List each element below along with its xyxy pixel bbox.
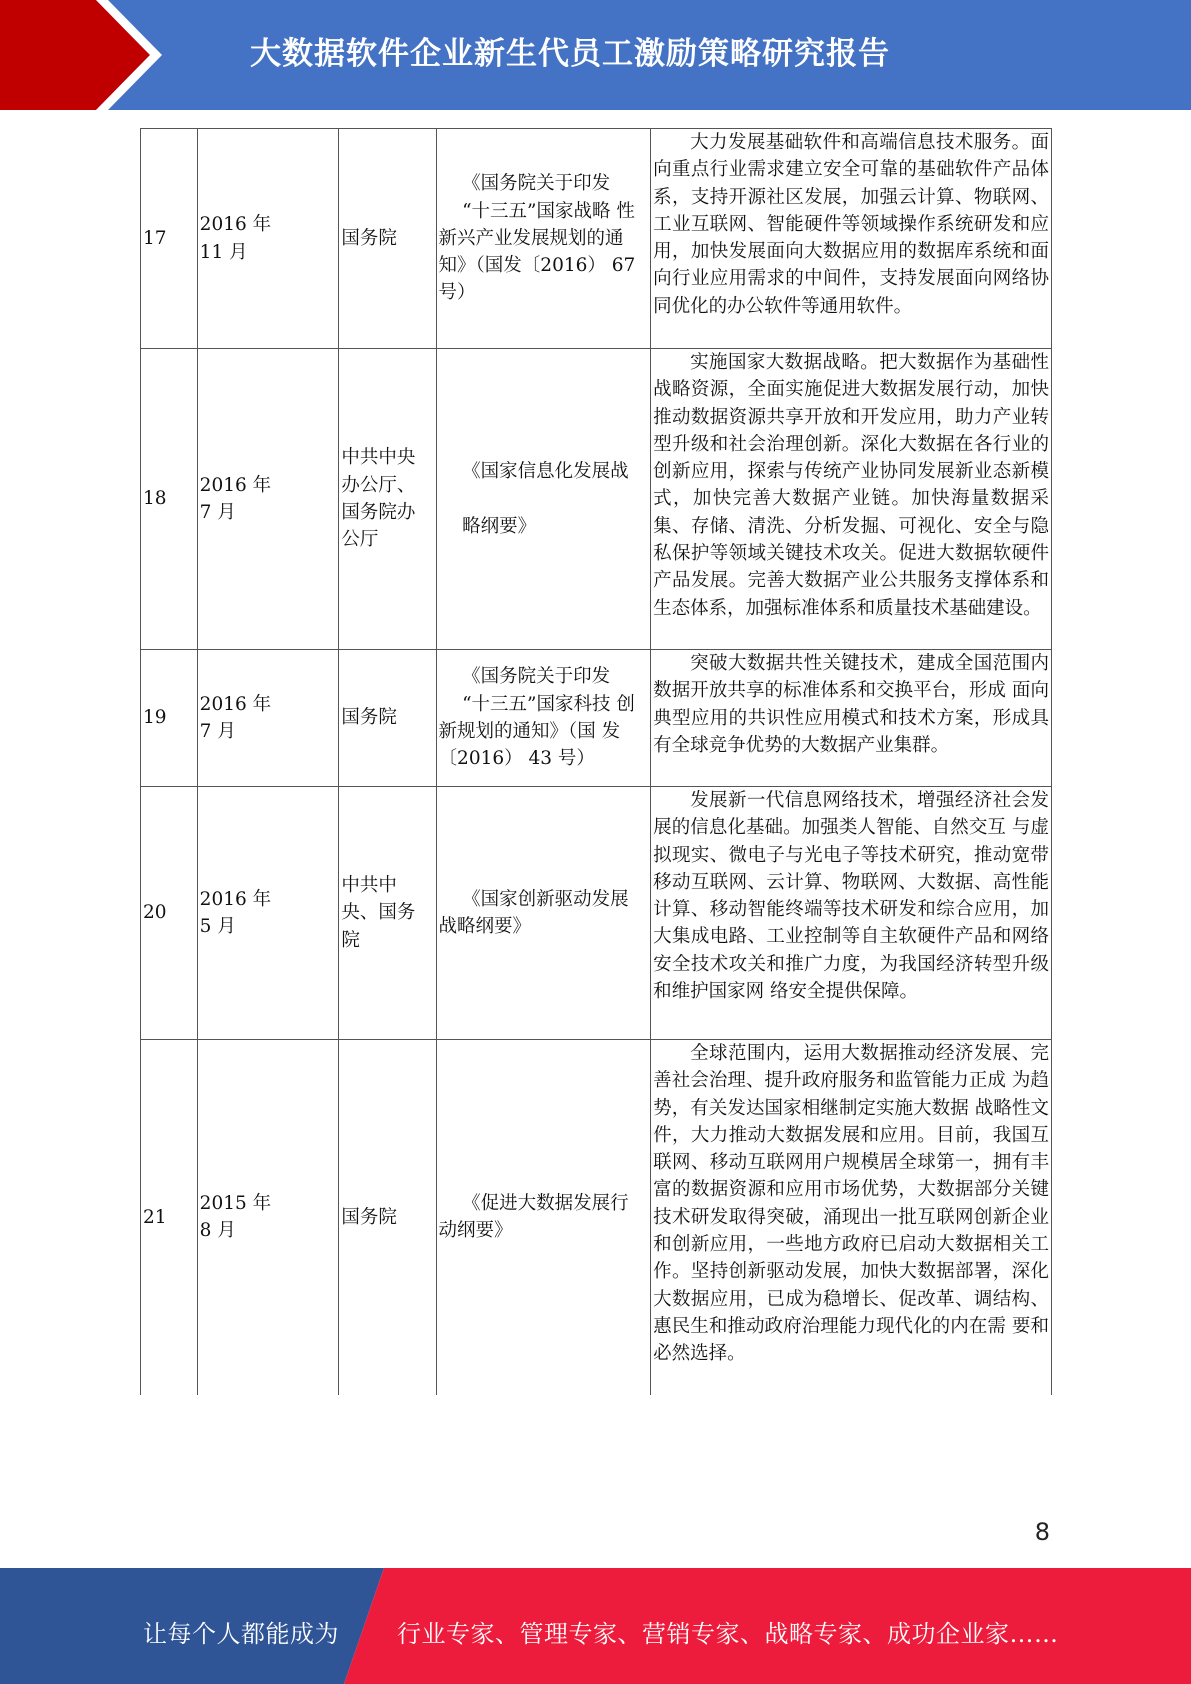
issue-date: 2015 年 8 月 <box>197 1040 339 1395</box>
policy-table <box>140 128 1052 1395</box>
issuing-organization: 中共中央办公厅、国务院办公厅 <box>339 349 436 650</box>
document-content: 全球范围内，运用大数据推动经济发展、完 善社会治理、提升政府服务和监管能力正成 为趋势，有关发达国家相继制定实施大数据 战略性文件，大力推动大数据发展和应用。目前，我国互联网、移动互联网用户规模居全球第一，拥有丰富的数据资源和应用市场优势，大数据部分关键技术研发取得突破，涌现出一批互联网创新企业和创新应用，一些地方政府已启动大数据相关工作。坚持创新驱动发展，加快大数据部署，深化大数据应用，已成为稳增长、促改革、调结构、惠民生和推动政府治理能力现代化的内在需 要和必然选择。 <box>651 1040 1052 1395</box>
document-title: 《促进大数据发展行 动纲要》 <box>436 1040 651 1395</box>
table-row <box>141 1040 1052 1395</box>
table-row <box>141 787 1052 1040</box>
document-title: 《国务院关于印发 “十三五”国家战略 性新兴产业发展规划的通知》（国发〔2016） 67 号） <box>436 129 651 349</box>
document-content: 突破大数据共性关键技术，建成全国范围内 数据开放共享的标准体系和交换平台，形成 面向典型应用的共识性应用模式和技术方案，形成具有全球竞争优势的大数据产业集群。 <box>651 650 1052 787</box>
footer-slogan-right: 行业专家、管理专家、营销专家、战略专家、成功企业家…… <box>397 1620 1059 1648</box>
document-title: 《国家创新驱动发展 战略纲要》 <box>436 787 651 1040</box>
row-number: 18 <box>141 349 198 650</box>
header-red-arrow <box>0 0 150 110</box>
document-content: 大力发展基础软件和高端信息技术服务。面 向重点行业需求建立安全可靠的基础软件产品体系，支持开源社区发展，加强云计算、物联网、工业互联网、智能硬件等领域操作系统研发和应用，加快发展面向大数据应用的数据库系统和面向行业应用需求的中间件，支持发展面向网络协同优化的办公软件等通用软件。 <box>651 129 1052 349</box>
row-number: 20 <box>141 787 198 1040</box>
issue-date: 2016 年 5 月 <box>197 787 339 1040</box>
header-title: 大数据软件企业新生代员工激励策略研究报告 <box>250 36 890 72</box>
issuing-organization: 国务院 <box>339 1040 436 1395</box>
issuing-organization: 国务院 <box>339 650 436 787</box>
document-content: 发展新一代信息网络技术，增强经济社会发 展的信息化基础。加强类人智能、自然交互 与虚拟现实、微电子与光电子等技术研究，推动宽带移动互联网、云计算、物联网、大数据、高性能计算、移动智能终端等技术研发和综合应用，加大集成电路、工业控制等自主软硬件产品和网络安全技术攻关和推广力度，为我国经济转型升级和维护国家网 络安全提供保障。 <box>651 787 1052 1040</box>
row-number: 19 <box>141 650 198 787</box>
row-number: 21 <box>141 1040 198 1395</box>
issue-date: 2016 年 11 月 <box>197 129 339 349</box>
page-header <box>0 0 1191 110</box>
document-content: 实施国家大数据战略。把大数据作为基础性 战略资源，全面实施促进大数据发展行动，加快推动数据资源共享开放和开发应用，助力产业转型升级和社会治理创新。深化大数据在各行业的创新应用，探索与传统产业协同发展新业态新模式，加快完善大数据产业链。加快海量数据采集、存储、清洗、分析发掘、可视化、安全与隐私保护等领域关键技术攻关。促进大数据软硬件产品发展。完善大数据产业公共服务支撑体系和生态体系，加强标准体系和质量技术基础建设。 <box>651 349 1052 650</box>
page-number: 8 <box>1034 1518 1050 1546</box>
issue-date: 2016 年 7 月 <box>197 650 339 787</box>
issuing-organization: 中共中央、国务院 <box>339 787 436 1040</box>
issue-date: 2016 年 7 月 <box>197 349 339 650</box>
footer-slogan-left: 让每个人都能成为 <box>143 1620 339 1648</box>
document-title: 《国家信息化发展战 略纲要》 <box>436 349 651 650</box>
table-row <box>141 349 1052 650</box>
document-title: 《国务院关于印发 “十三五”国家科技 创新规划的通知》（国 发〔2016） 43 号） <box>436 650 651 787</box>
table-row <box>141 650 1052 787</box>
table-row <box>141 129 1052 349</box>
row-number: 17 <box>141 129 198 349</box>
issuing-organization: 国务院 <box>339 129 436 349</box>
page-footer <box>0 1568 1191 1684</box>
